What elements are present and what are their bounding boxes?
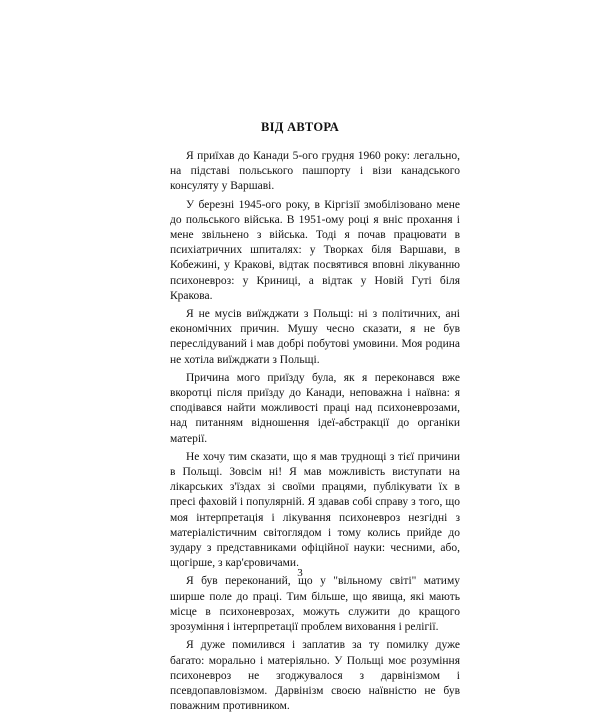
paragraph: Я був переконаний, що у "вільному світі" матиму ширше поле до праці. Тим більше, що явища, які мають місце в психоневрозах, можуть служити до кращого зрозуміння і інтерпретації проблем виховання і релігії.: [170, 575, 460, 634]
paragraph: Я не мусів виїжджати з Польщі: ні з політичних, ані економічних причин. Мушу чесно сказати, я не був переслідуваний і мав добрі побутові умовини. Моя родина не хотіла виїжджати з Польщі.: [170, 308, 460, 366]
paragraph: Причина мого приїзду була, як я переконався вже вкоротці після приїзду до Канади, неповажна і наївна: я сподівався найти можливості праці над психоневрозами, над питанням відношення ідеї-абстракції до органіки матерії.: [170, 371, 460, 445]
page-title: ВІД АВТОРА: [260, 120, 340, 134]
body-text: [170, 149, 460, 717]
page-number: 3: [297, 567, 303, 579]
paragraph: Я приїхав до Канади 5-ого грудня 1960 року: легально, на підставі польського пашпорту і візи канадського консуляту у Варшаві.: [170, 150, 460, 193]
paragraph: Не хочу тим сказати, що я мав труднощі з тієї причини в Польщі. Зовсім ні! Я мав можливість виступати на лікарських з'їздах зі своїми працями, публікувати їх в пресі фаховій і популярній. Я здавав собі справу з того, що моя інтерпретація і лікування психоневроз незгідні з матеріалістичним світоглядом і тому колись прийде до зудару з представниками офіційної науки: чесними, або, щогірше, з кар'єровичами.: [170, 450, 460, 570]
paragraph: Я дуже помилився і заплатив за ту помилку дуже багато: морально і матеріяльно. У Польщі моє розуміння психоневроз не згоджувалося з дарвінізмом і псевдопавловізмом. Дарвінізм своєю наївністю не був поважним противником.: [170, 639, 460, 713]
paragraph: У березні 1945-ого року, в Кіргізії змобілізовано мене до польського війська. В 1951-ому році я вніс прохання і мене звільнено з війська. Тоді я почав працювати в психіатричних шпиталях: у Творках біля Варшави, в Кобежині, у Кракові, відтак посвятився вповні лікуванню психоневроз: у Криниці, а відтак у Новій Гуті біля Кракова.: [170, 198, 460, 302]
